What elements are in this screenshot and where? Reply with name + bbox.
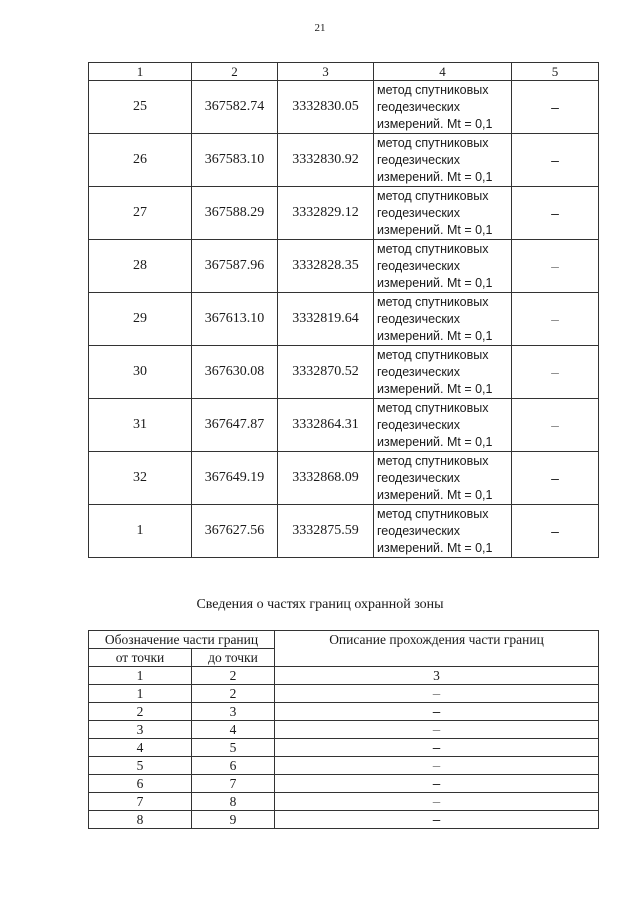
description-cell: – bbox=[275, 685, 599, 703]
y-coordinate-cell: 3332830.05 bbox=[278, 81, 374, 134]
description-cell: – bbox=[512, 81, 599, 134]
x-coordinate-cell: 367583.10 bbox=[192, 134, 278, 187]
point-number-cell: 25 bbox=[89, 81, 192, 134]
table-row bbox=[89, 346, 599, 399]
from-point-cell: 3 bbox=[89, 721, 192, 739]
parts-header-row bbox=[89, 631, 599, 649]
table-row bbox=[89, 240, 599, 293]
method-cell bbox=[374, 240, 512, 293]
from-point-cell: 2 bbox=[89, 703, 192, 721]
table-row bbox=[89, 703, 599, 721]
x-coordinate-cell: 367647.87 bbox=[192, 399, 278, 452]
description-cell: – bbox=[512, 240, 599, 293]
method-line: метод спутниковых bbox=[377, 294, 489, 309]
x-coordinate-cell: 367588.29 bbox=[192, 187, 278, 240]
method-line: метод спутниковых bbox=[377, 347, 489, 362]
method-line: измерений. Mt = 0,1 bbox=[377, 222, 493, 237]
method-line: измерений. Mt = 0,1 bbox=[377, 487, 493, 502]
to-point-cell: 7 bbox=[192, 775, 275, 793]
method-line: геодезических bbox=[377, 417, 461, 432]
table-row bbox=[89, 505, 599, 558]
table-row bbox=[89, 775, 599, 793]
point-number-cell: 32 bbox=[89, 452, 192, 505]
from-point-cell: 4 bbox=[89, 739, 192, 757]
method-cell bbox=[374, 187, 512, 240]
from-point-cell: 7 bbox=[89, 793, 192, 811]
table-row bbox=[89, 293, 599, 346]
point-number-cell: 1 bbox=[89, 505, 192, 558]
description-cell: – bbox=[275, 757, 599, 775]
method-line: измерений. Mt = 0,1 bbox=[377, 328, 493, 343]
method-line: геодезических bbox=[377, 364, 461, 379]
to-header-cell: до точки bbox=[192, 649, 275, 667]
description-cell: – bbox=[512, 505, 599, 558]
method-line: геодезических bbox=[377, 99, 461, 114]
method-cell bbox=[374, 452, 512, 505]
table-row bbox=[89, 739, 599, 757]
method-line: измерений. Mt = 0,1 bbox=[377, 434, 493, 449]
from-point-cell: 8 bbox=[89, 811, 192, 829]
y-coordinate-cell: 3332875.59 bbox=[278, 505, 374, 558]
point-number-cell: 30 bbox=[89, 346, 192, 399]
from-point-cell: 6 bbox=[89, 775, 192, 793]
x-coordinate-cell: 367627.56 bbox=[192, 505, 278, 558]
point-number-cell: 31 bbox=[89, 399, 192, 452]
index-cell: 3 bbox=[275, 667, 599, 685]
header-cell: 1 bbox=[89, 63, 192, 81]
x-coordinate-cell: 367582.74 bbox=[192, 81, 278, 134]
method-line: измерений. Mt = 0,1 bbox=[377, 381, 493, 396]
method-cell bbox=[374, 346, 512, 399]
description-cell: – bbox=[512, 346, 599, 399]
y-coordinate-cell: 3332829.12 bbox=[278, 187, 374, 240]
description-cell: – bbox=[275, 793, 599, 811]
y-coordinate-cell: 3332864.31 bbox=[278, 399, 374, 452]
to-point-cell: 8 bbox=[192, 793, 275, 811]
x-coordinate-cell: 367613.10 bbox=[192, 293, 278, 346]
y-coordinate-cell: 3332828.35 bbox=[278, 240, 374, 293]
boundary-parts-table bbox=[88, 630, 599, 829]
point-number-cell: 26 bbox=[89, 134, 192, 187]
method-line: метод спутниковых bbox=[377, 188, 489, 203]
y-coordinate-cell: 3332868.09 bbox=[278, 452, 374, 505]
method-line: метод спутниковых bbox=[377, 241, 489, 256]
method-line: измерений. Mt = 0,1 bbox=[377, 116, 493, 131]
description-cell: – bbox=[275, 775, 599, 793]
method-cell bbox=[374, 293, 512, 346]
from-point-cell: 5 bbox=[89, 757, 192, 775]
page-number: 21 bbox=[314, 22, 326, 34]
method-line: метод спутниковых bbox=[377, 400, 489, 415]
from-point-cell: 1 bbox=[89, 685, 192, 703]
x-coordinate-cell: 367649.19 bbox=[192, 452, 278, 505]
method-line: измерений. Mt = 0,1 bbox=[377, 275, 493, 290]
point-number-cell: 28 bbox=[89, 240, 192, 293]
to-point-cell: 3 bbox=[192, 703, 275, 721]
method-cell bbox=[374, 505, 512, 558]
method-line: измерений. Mt = 0,1 bbox=[377, 169, 493, 184]
method-line: геодезических bbox=[377, 152, 461, 167]
method-line: метод спутниковых bbox=[377, 506, 489, 521]
description-cell: – bbox=[512, 293, 599, 346]
description-cell: – bbox=[512, 399, 599, 452]
method-cell bbox=[374, 134, 512, 187]
to-point-cell: 5 bbox=[192, 739, 275, 757]
table-row bbox=[89, 452, 599, 505]
method-cell bbox=[374, 81, 512, 134]
method-line: геодезических bbox=[377, 311, 461, 326]
header-cell: 3 bbox=[278, 63, 374, 81]
header-cell: 4 bbox=[374, 63, 512, 81]
table-row bbox=[89, 399, 599, 452]
point-number-cell: 27 bbox=[89, 187, 192, 240]
method-line: метод спутниковых bbox=[377, 453, 489, 468]
parts-index-row bbox=[89, 667, 599, 685]
x-coordinate-cell: 367630.08 bbox=[192, 346, 278, 399]
to-point-cell: 6 bbox=[192, 757, 275, 775]
coordinates-table bbox=[88, 62, 599, 558]
parts-section-title: Сведения о частях границ охранной зоны bbox=[196, 597, 444, 612]
method-line: метод спутниковых bbox=[377, 135, 489, 150]
table-row bbox=[89, 81, 599, 134]
table-row bbox=[89, 187, 599, 240]
y-coordinate-cell: 3332819.64 bbox=[278, 293, 374, 346]
description-header-cell: Описание прохождения части границ bbox=[275, 631, 599, 667]
description-cell: – bbox=[275, 811, 599, 829]
table-row bbox=[89, 134, 599, 187]
index-cell: 1 bbox=[89, 667, 192, 685]
method-line: метод спутниковых bbox=[377, 82, 489, 97]
from-header-cell: от точки bbox=[89, 649, 192, 667]
description-cell: – bbox=[275, 739, 599, 757]
description-cell: – bbox=[512, 187, 599, 240]
point-number-cell: 29 bbox=[89, 293, 192, 346]
table-row bbox=[89, 721, 599, 739]
method-cell bbox=[374, 399, 512, 452]
table-row bbox=[89, 757, 599, 775]
header-cell: 5 bbox=[512, 63, 599, 81]
to-point-cell: 4 bbox=[192, 721, 275, 739]
header-cell: 2 bbox=[192, 63, 278, 81]
description-cell: – bbox=[512, 452, 599, 505]
table-row bbox=[89, 811, 599, 829]
description-cell: – bbox=[275, 721, 599, 739]
group-header-cell: Обозначение части границ bbox=[89, 631, 275, 649]
method-line: геодезических bbox=[377, 205, 461, 220]
method-line: геодезических bbox=[377, 470, 461, 485]
to-point-cell: 9 bbox=[192, 811, 275, 829]
method-line: геодезических bbox=[377, 258, 461, 273]
coordinates-header-row bbox=[89, 63, 599, 81]
description-cell: – bbox=[512, 134, 599, 187]
y-coordinate-cell: 3332870.52 bbox=[278, 346, 374, 399]
table-row bbox=[89, 793, 599, 811]
y-coordinate-cell: 3332830.92 bbox=[278, 134, 374, 187]
to-point-cell: 2 bbox=[192, 685, 275, 703]
table-row bbox=[89, 685, 599, 703]
index-cell: 2 bbox=[192, 667, 275, 685]
x-coordinate-cell: 367587.96 bbox=[192, 240, 278, 293]
description-cell: – bbox=[275, 703, 599, 721]
method-line: измерений. Mt = 0,1 bbox=[377, 540, 493, 555]
method-line: геодезических bbox=[377, 523, 461, 538]
